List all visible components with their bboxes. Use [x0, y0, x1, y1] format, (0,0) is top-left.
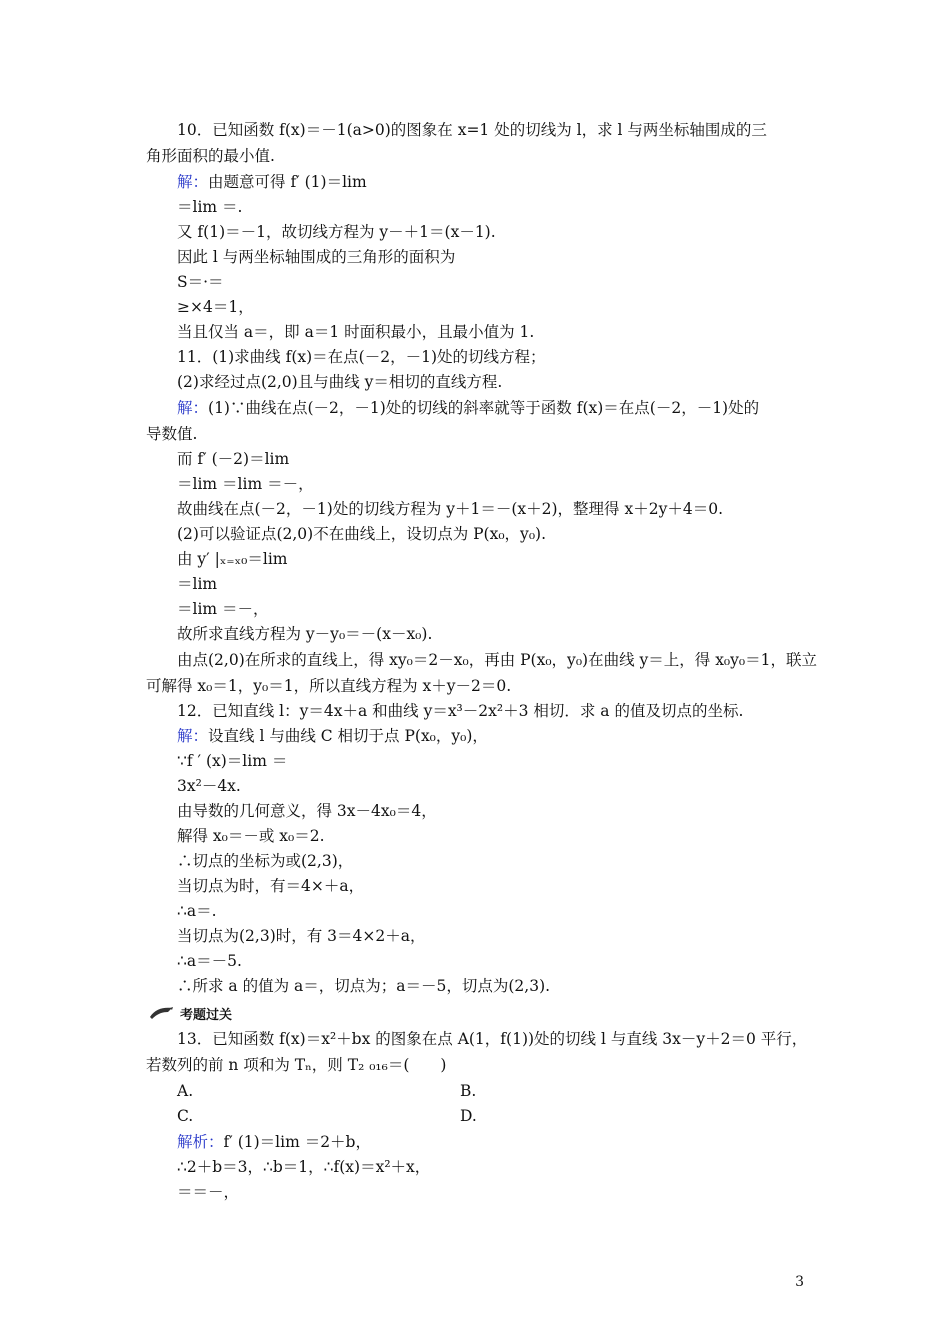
line-text: 当切点为(2,3)时，有 3＝4×2＋a， [177, 927, 426, 945]
text-line [177, 876, 364, 896]
text-line [146, 424, 197, 444]
line-text: 若数列的前 n 项和为 Tₙ，则 T₂ ₀₁₆＝( ) [146, 1056, 447, 1074]
answer-label: 解： [177, 399, 209, 417]
option-d: D. [460, 1107, 477, 1125]
text-line [177, 120, 767, 140]
text-line [146, 1055, 446, 1075]
line-text: 由 y′ |ₓ₌ₓ₀＝lim [177, 550, 288, 568]
line-text: ≥×4＝1， [177, 298, 254, 316]
line-text: f′ (1)＝lim ＝2＋b， [223, 1133, 371, 1151]
text-line [177, 951, 242, 971]
line-text: ＝lim ＝. [177, 198, 243, 216]
text-line [177, 826, 325, 846]
line-text: 由导数的几何意义，得 3x－4x₀＝4， [177, 802, 437, 820]
text-line [177, 901, 217, 921]
line-text: ∵f ′ (x)＝lim ＝ [177, 752, 288, 770]
text-line [177, 624, 432, 644]
line-text: ＝lim [177, 575, 218, 593]
line-text: (1)∵曲线在点(－2，－1)处的切线的斜率就等于函数 f(x)＝在点(－2，－1)处的 [208, 399, 760, 417]
line-text: S＝·＝ [177, 273, 224, 291]
text-line [177, 776, 241, 796]
line-text: 故曲线在点(－2，－1)处的切线方程为 y＋1＝－(x＋2)，整理得 x＋2y＋4＝0. [177, 500, 723, 518]
option-c: C. [177, 1107, 194, 1125]
text-line [177, 1182, 239, 1202]
text-line [146, 676, 511, 696]
line-text: 又 f(1)＝－1，故切线方程为 y－＋1＝(x－1). [177, 223, 496, 241]
text-line [177, 247, 455, 267]
text-line [177, 372, 502, 392]
text-line [177, 297, 254, 317]
text-line [177, 272, 224, 292]
text-line [177, 222, 496, 242]
text-line [177, 347, 546, 367]
text-line [177, 976, 550, 996]
line-text: ＝lim ＝－， [177, 600, 269, 618]
text-line [177, 701, 743, 721]
answer-label: 解： [177, 727, 209, 745]
line-text: 3x²－4x. [177, 777, 241, 795]
line-text: 导数值. [146, 425, 198, 443]
line-text: 由点(2,0)在所求的直线上，得 xy₀＝2－x₀，再由 P(x₀，y₀)在曲线 y＝上，得 x₀y₀＝1，联立 [177, 651, 817, 669]
pen-icon [148, 1006, 174, 1020]
line-text: ∴切点的坐标为或(2,3)， [177, 852, 354, 870]
text-line [177, 751, 287, 771]
answer-label: 解： [177, 173, 209, 191]
text-line [177, 926, 426, 946]
text-line [177, 322, 534, 342]
line-text: (2)可以验证点(2,0)不在曲线上，设切点为 P(x₀，y₀). [177, 525, 547, 543]
text-line [177, 474, 314, 494]
text-line [177, 1029, 807, 1049]
line-text: ∴所求 a 的值为 a＝，切点为；a＝－5，切点为(2,3). [177, 977, 551, 995]
line-text: 13．已知函数 f(x)＝x²＋bx 的图象在点 A(1，f(1))处的切线 l 与直线 3x－y＋2＝0 平行， [177, 1030, 808, 1048]
text-line [177, 398, 759, 418]
line-text: 由题意可得 f′ (1)＝lim [208, 173, 367, 191]
line-text: 因此 l 与两坐标轴围成的三角形的面积为 [177, 248, 456, 266]
line-text: 12．已知直线 l：y＝4x＋a 和曲线 y＝x³－2x²＋3 相切．求 a 的值及切点的坐标. [177, 702, 744, 720]
text-line [177, 172, 367, 192]
option-b: B. [460, 1082, 477, 1100]
text-line [177, 851, 353, 871]
answer-label: 解析： [177, 1133, 224, 1151]
line-text: 11．(1)求曲线 f(x)＝在点(－2，－1)处的切线方程； [177, 348, 546, 366]
line-text: ＝＝－， [177, 1183, 240, 1201]
text-line [146, 146, 275, 166]
text-line [177, 574, 217, 594]
text-line [177, 499, 723, 519]
line-text: 当且仅当 a＝，即 a＝1 时面积最小，且最小值为 1. [177, 323, 535, 341]
text-line [177, 726, 488, 746]
section-label: 考题过关 [180, 1007, 233, 1023]
text-line [177, 1132, 371, 1152]
text-line [177, 449, 289, 469]
text-line [177, 1157, 430, 1177]
section-heading [148, 1003, 232, 1023]
page-number: 3 [795, 1274, 804, 1290]
line-text: ∴a＝－5. [177, 952, 242, 970]
text-line [177, 801, 437, 821]
line-text: ＝lim ＝lim ＝－， [177, 475, 314, 493]
text-line [177, 524, 546, 544]
line-text: 当切点为时，有＝4×＋a， [177, 877, 365, 895]
line-text: ∴2＋b＝3，∴b＝1，∴f(x)＝x²＋x， [177, 1158, 431, 1176]
line-text: 故所求直线方程为 y－y₀＝－(x－x₀). [177, 625, 433, 643]
text-line [177, 197, 242, 217]
text-line [177, 650, 817, 670]
line-text: 角形面积的最小值. [146, 147, 275, 165]
line-text: 设直线 l 与曲线 C 相切于点 P(x₀，y₀)， [208, 727, 488, 745]
text-line [177, 549, 288, 569]
line-text: 解得 x₀＝－或 x₀＝2. [177, 827, 325, 845]
line-text: (2)求经过点(2,0)且与曲线 y＝相切的直线方程. [177, 373, 503, 391]
text-line [177, 599, 269, 619]
line-text: 而 f′ (－2)＝lim [177, 450, 290, 468]
option-a: A. [177, 1082, 194, 1100]
line-text: ∴a＝. [177, 902, 217, 920]
line-text: 10．已知函数 f(x)＝－1(a>0)的图象在 x=1 处的切线为 l，求 l 与两坐标轴围成的三 [177, 121, 767, 139]
line-text: 可解得 x₀＝1，y₀＝1，所以直线方程为 x＋y－2＝0. [146, 677, 512, 695]
